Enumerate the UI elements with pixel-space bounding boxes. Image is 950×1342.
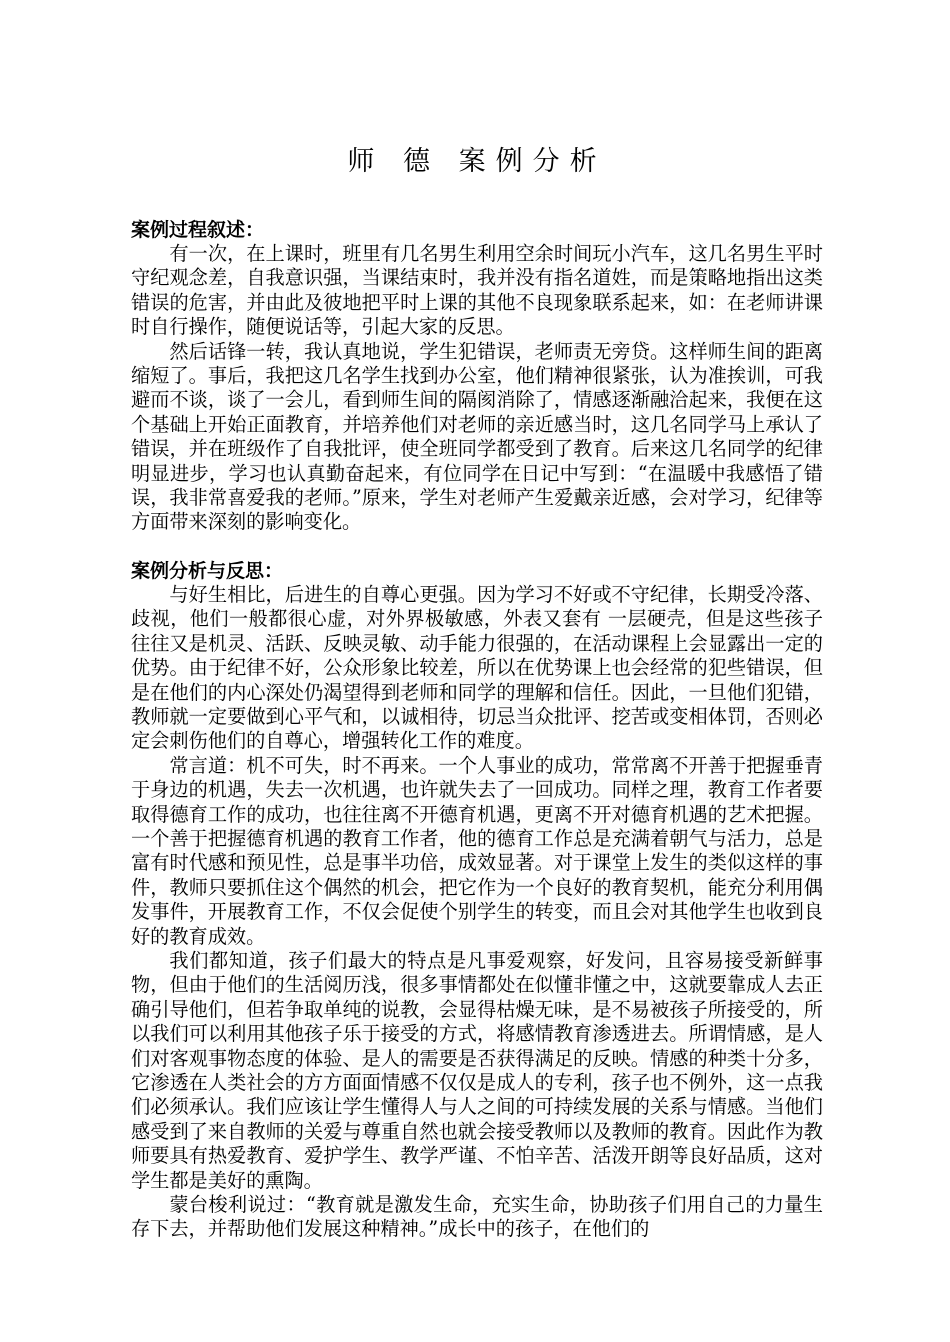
paragraph: 蒙台梭利说过：“教育就是激发生命，充实生命，协助孩子们用自己的力量生存下去，并帮助他们发展这种精神。”成长中的孩子，在他们的 (131, 1193, 823, 1241)
paragraph: 与好生相比，后进生的自尊心更强。因为学习不好或不守纪律，长期受冷落、歧视，他们一般都很心虚，对外界极敏感，外表又套有 一层硬壳，但是这些孩子往往又是机灵、活跃、反映灵敏、动手能力很强的，在活动课程上会显露出一定的优势。由于纪律不好，公众形象比较差，所以在优势课上也会经常的犯些错误，但是在他们的内心深处仍渴望得到老师和同学的理解和信任。因此，一旦他们犯错，教师就一定要做到心平气和，以诚相待，切忌当众批评、挖苦或变相体罚，否则必定会刺伤他们的自尊心，增强转化工作的难度。 (131, 582, 823, 753)
section-spacer (131, 535, 823, 559)
paragraph: 我们都知道，孩子们最大的特点是凡事爱观察，好发问，且容易接受新鲜事物，但由于他们的生活阅历浅，很多事情都处在似懂非懂之中，这就要靠成人去正确引导他们，但若争取单纯的说教，会显得枯燥无味，是不易被孩子所接受的，所以我们可以利用其他孩子乐于接受的方式，将感情教育渗透进去。所谓情感，是人们对客观事物态度的体验、是人的需要是否获得满足的反映。情感的种类十分多，它渗透在人类社会的方方面面情感不仅仅是成人的专利，孩子也不例外，这一点我们必须承认。我们应该让学生懂得人与人之间的可持续发展的关系与情感。当他们感受到了来自教师的关爱与尊重自然也就会接受教师以及教师的教育。因此作为教师要具有热爱教育、爱护学生、教学严谨、不怕辛苦、活泼开朗等良好品质，这对学生都是美好的熏陶。 (131, 948, 823, 1192)
document-page (131, 142, 823, 1242)
document-title: 师 德 案例分析 (347, 146, 607, 177)
section-heading-analysis: 案例分析与反思： (131, 559, 284, 582)
case-narrative-section (131, 218, 823, 535)
case-analysis-section (131, 559, 823, 1242)
paragraph: 有一次，在上课时，班里有几名男生利用空余时间玩小汽车，这几名男生平时守纪观念差，自我意识强，当课结束时，我并没有指名道姓，而是策略地指出这类错误的危害，并由此及彼地把平时上课的其他不良现象联系起来，如：在老师讲课时自行操作，随便说话等，引起大家的反思。 (131, 242, 823, 339)
section-heading-narrative: 案例过程叙述： (131, 219, 265, 241)
paragraph: 然后话锋一转，我认真地说，学生犯错误，老师责无旁贷。这样师生间的距离缩短了。事后，我把这几名学生找到办公室，他们精神很紧张，认为准挨训，可我避而不谈，谈了一会儿，看到师生间的隔阂消除了，情感逐渐融洽起来，我便在这个基础上开始正面教育，并培养他们对老师的亲近感当时，这几名同学马上承认了错误，并在班级作了自我批评，使全班同学都受到了教育。后来这几名同学的纪律明显进步，学习也认真勤奋起来，有位同学在日记中写到：“在温暖中我感悟了错误，我非常喜爱我的老师。”原来，学生对老师产生爱戴亲近感，会对学习，纪律等方面带来深刻的影响变化。 (131, 339, 823, 534)
paragraph: 常言道：机不可失，时不再来。一个人事业的成功，常常离不开善于把握垂青于身边的机遇，失去一次机遇，也许就失去了一回成功。同样之理，教育工作者要取得德育工作的成功，也往往离不开德育机遇，更离不开对德育机遇的艺术把握。一个善于把握德育机遇的教育工作者，他的德育工作总是充满着朝气与活力，总是富有时代感和预见性，总是事半功倍，成效显著。对于课堂上发生的类似这样的事件，教师只要抓住这个偶然的机会，把它作为一个良好的教育契机，能充分利用偶发事件，开展教育工作，不仅会促使个别学生的转变，而且会对其他学生也收到良好的教育成效。 (131, 753, 823, 948)
